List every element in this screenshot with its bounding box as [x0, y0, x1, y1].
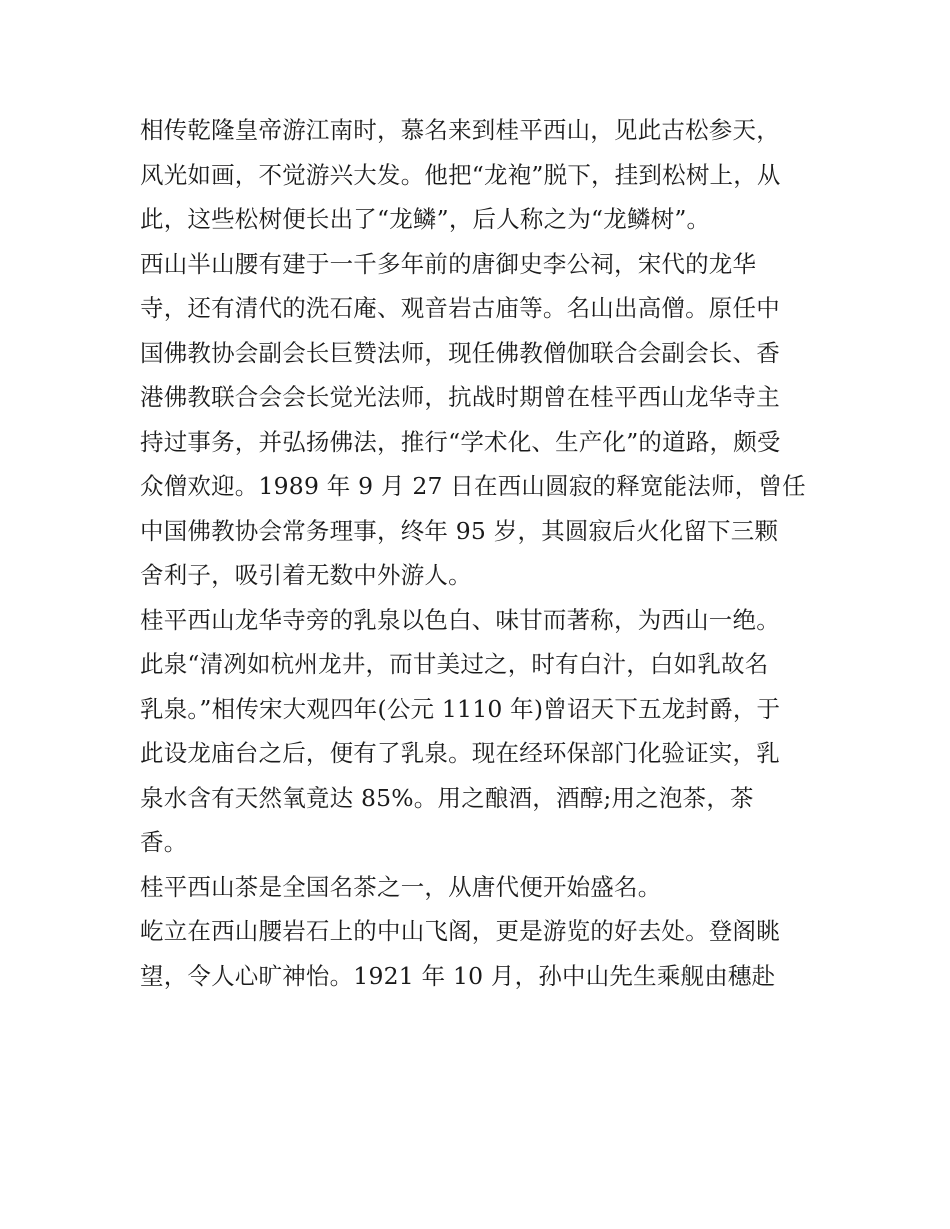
text-line: 屹立在西山腰岩石上的中山飞阁，更是游览的好去处。登阁眺	[140, 917, 780, 945]
text-line: 乳泉。”相传宋大观四年(公元 1110 年)曾诏天下五龙封爵，于	[140, 694, 781, 723]
text-line: 桂平西山龙华寺旁的乳泉以色白、味甘而著称，为西山一绝。	[140, 605, 780, 634]
text-line: 港佛教联合会会长觉光法师，抗战时期曾在桂平西山龙华寺主	[140, 383, 780, 411]
text-line: 桂平西山茶是全国名茶之一，从唐代便开始盛名。	[140, 872, 662, 901]
text-line: 望，令人心旷神怡。1921 年 10 月，孙中山先生乘舰由穗赴	[140, 961, 776, 990]
text-line: 泉水含有天然氧竟达 85%。用之酿酒，酒醇;用之泡茶，茶	[140, 783, 754, 812]
text-line: 寺，还有清代的洗石庵、观音岩古庙等。名山出高僧。原任中	[140, 294, 780, 322]
text-line: 众僧欢迎。1989 年 9 月 27 日在西山圆寂的释宽能法师，曾任	[140, 472, 806, 500]
text-line: 相传乾隆皇帝游江南时，慕名来到桂平西山，见此古松参天，	[140, 116, 780, 144]
text-line: 持过事务，并弘扬佛法，推行“学术化、生产化”的道路，颇受	[140, 427, 781, 456]
text-line: 中国佛教协会常务理事，终年 95 岁，其圆寂后火化留下三颗	[140, 516, 779, 545]
text-line: 西山半山腰有建于一千多年前的唐御史李公祠，宋代的龙华	[140, 249, 757, 278]
document-page	[140, 108, 820, 998]
text-line: 风光如画，不觉游兴大发。他把“龙袍”脱下，挂到松树上，从	[140, 160, 781, 189]
text-line: 香。	[140, 828, 188, 856]
text-line: 此，这些松树便长出了“龙鳞”，后人称之为“龙鳞树”。	[140, 205, 711, 233]
text-line: 舍利子，吸引着无数中外游人。	[140, 561, 472, 589]
text-line: 国佛教协会副会长巨赞法师，现任佛教僧伽联合会副会长、香	[140, 338, 780, 367]
text-line: 此设龙庙台之后，便有了乳泉。现在经环保部门化验证实，乳	[140, 739, 780, 767]
text-line: 此泉“清冽如杭州龙井，而甘美过之，时有白汁，白如乳故名	[140, 650, 769, 678]
